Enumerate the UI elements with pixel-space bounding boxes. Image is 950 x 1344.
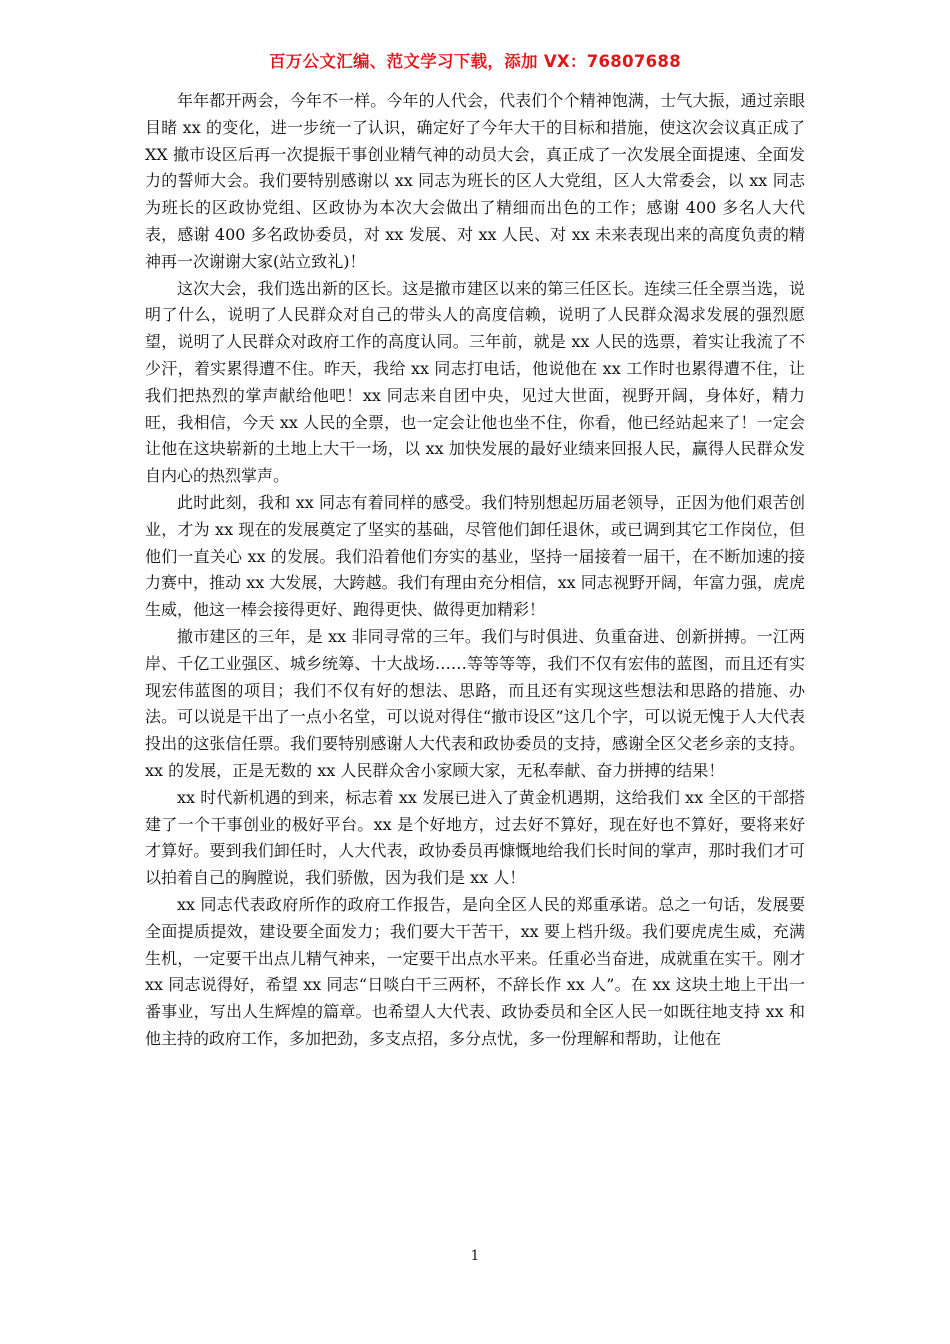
paragraph: 年年都开两会，今年不一样。今年的人代会，代表们个个精神饱满，士气大振，通过亲眼目睹 xx 的变化，进一步统一了认识，确定好了今年大干的目标和措施，使这次会议真正成了 XX 撤市设区后再一次提振干事创业精气神的动员大会，真正成了一次发展全面提速、全面发力的誓师大会。我们要特别感谢以 xx 同志为班长的区人大党组，区人大常委会，以 xx 同志为班长的区政协党组、区政协为本次大会做出了精细而出色的工作；感谢 400 多名人大代表，感谢 400 多名政协委员，对 xx 发展、对 xx 人民、对 xx 未来表现出来的高度负责的精神再一次谢谢大家(站立致礼)！ bbox=[145, 91, 805, 271]
paragraph: 这次大会，我们选出新的区长。这是撤市建区以来的第三任区长。连续三任全票当选，说明了什么，说明了人民群众对自己的带头人的高度信赖，说明了人民群众渴求发展的强烈愿望，说明了人民群众对政府工作的高度认同。三年前，就是 xx 人民的选票，着实让我流了不少汗，着实累得遭不住。昨天，我给 xx 同志打电话，他说他在 xx 工作时也累得遭不住，让我们把热烈的掌声献给他吧！xx 同志来自团中央，见过大世面，视野开阔，身体好，精力旺，我相信，今天 xx 人民的全票，也一定会让他也坐不住，你看，他已经站起来了！一定会让他在这块崭新的土地上大干一场，以 xx 加快发展的最好业绩来回报人民，赢得人民群众发自内心的热烈掌声。 bbox=[145, 278, 805, 486]
paragraph: 此时此刻，我和 xx 同志有着同样的感受。我们特别想起历届老领导，正因为他们艰苦创业，才为 xx 现在的发展奠定了坚实的基础，尽管他们卸任退休，或已调到其它工作岗位，但他们一直关心 xx 的发展。我们沿着他们夯实的基业，坚持一届接着一届干，在不断加速的接力赛中，推动 xx 大发展，大跨越。我们有理由充分相信，xx 同志视野开阔，年富力强，虎虎生威，他这一棒会接得更好、跑得更快、做得更加精彩！ bbox=[145, 492, 805, 620]
header-banner: 百万公文汇编、范文学习下载，添加 VX：76807688 bbox=[269, 52, 681, 71]
paragraph: 撤市建区的三年，是 xx 非同寻常的三年。我们与时俱进、负重奋进、创新拼搏。一江两岸、千亿工业强区、城乡统筹、十大战场……等等等等，我们不仅有宏伟的蓝图，而且还有实现宏伟蓝图的项目；我们不仅有好的想法、思路，而且还有实现这些想法和思路的措施、办法。可以说是干出了一点小名堂，可以说对得住“撤市设区”这几个字，可以说无愧于人大代表投出的这张信任票。我们要特别感谢人大代表和政协委员的支持，感谢全区父老乡亲的支持。xx 的发展，正是无数的 xx 人民群众舍小家顾大家，无私奉献、奋力拼搏的结果！ bbox=[145, 626, 805, 780]
paragraph: xx 时代新机遇的到来，标志着 xx 发展已进入了黄金机遇期，这给我们 xx 全区的干部搭建了一个干事创业的极好平台。xx 是个好地方，过去好不算好，现在好也不算好，要将来好才算好。要到我们卸任时，人大代表，政协委员再慷慨地给我们长时间的掌声，那时我们才可以拍着自己的胸膛说，我们骄傲，因为我们是 xx 人！ bbox=[145, 787, 805, 888]
document-body bbox=[145, 88, 805, 1053]
page-number: 1 bbox=[470, 1248, 480, 1264]
paragraph: xx 同志代表政府所作的政府工作报告，是向全区人民的郑重承诺。总之一句话，发展要全面提质提效，建设要全面发力；我们要大干苦干，xx 要上档升级。我们要虎虎生威，充满生机，一定要干出点儿精气神来，一定要干出点水平来。任重必当奋进，成就重在实干。刚才 xx 同志说得好，希望 xx 同志“日啖白干三两杯，不辞长作 xx 人”。在 xx 这块土地上干出一番事业，写出人生辉煌的篇章。也希望人大代表、政协委员和全区人民一如既往地支持 xx 和他主持的政府工作，多加把劲，多支点招，多分点忧，多一份理解和帮助，让他在 bbox=[145, 894, 805, 1048]
